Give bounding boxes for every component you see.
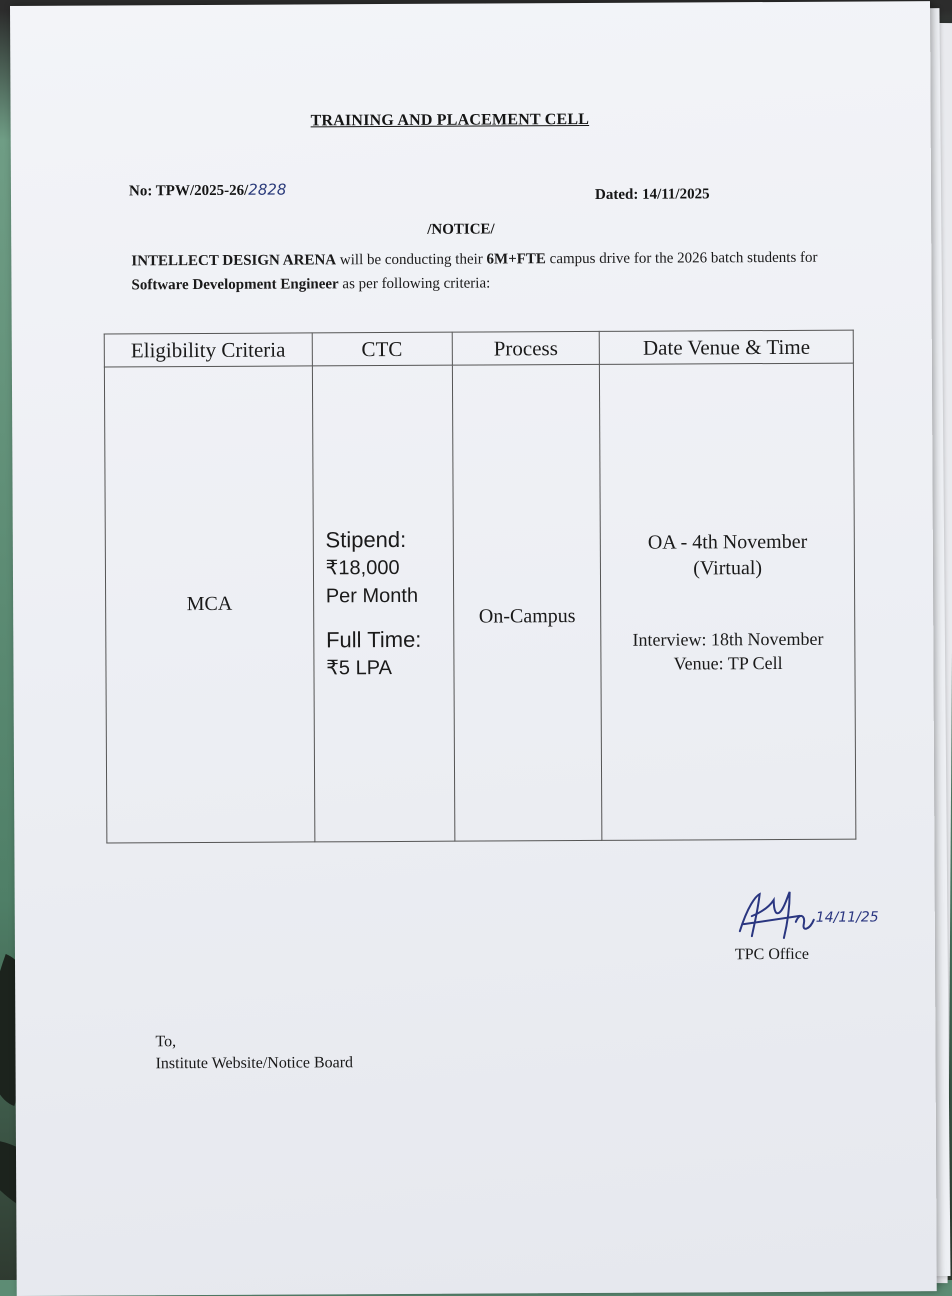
oa-mode: (Virtual) <box>693 556 763 579</box>
company-name: INTELLECT DESIGN ARENA <box>131 252 337 270</box>
role-name: Software Development Engineer <box>131 276 339 294</box>
to-label: To, <box>155 1033 177 1051</box>
table-row <box>104 363 855 843</box>
column-header: Date Venue & Time <box>600 330 854 364</box>
schedule-cell <box>600 363 856 840</box>
signature-date: 14/11/25 <box>815 909 879 926</box>
document-date: Dated: 14/11/2025 <box>594 186 710 203</box>
reference-handwritten: 2828 <box>248 180 287 199</box>
process-value: On-Campus <box>478 605 576 628</box>
reference-prefix: No: TPW/2025-26/ <box>128 182 249 200</box>
signatory-name: TPC Office <box>734 945 809 964</box>
interview-date: Interview: 18th November <box>632 628 824 650</box>
eligibility-cell: MCA <box>104 366 314 843</box>
handwritten-signature <box>730 885 880 946</box>
stipend-value: ₹18,000 <box>325 556 400 579</box>
notice-title: /NOTICE/ <box>427 221 495 238</box>
interview-venue: Venue: TP Cell <box>673 652 783 674</box>
recipient-block <box>155 1030 353 1075</box>
notice-document <box>10 1 937 1296</box>
process-cell <box>452 364 602 841</box>
oa-date: OA - 4th November <box>647 530 808 554</box>
intro-text: as per following criteria: <box>338 275 491 293</box>
stipend-label: Stipend: <box>325 526 407 552</box>
notice-intro <box>131 246 831 298</box>
recipient-name: Institute Website/Notice Board <box>155 1054 354 1073</box>
ctc-cell <box>312 365 454 842</box>
intro-text: campus drive for the 2026 batch students for <box>545 249 818 268</box>
table-header-row <box>104 330 853 367</box>
document-heading: TRAINING AND PLACEMENT CELL <box>310 110 590 130</box>
drive-type: 6M+FTE <box>486 251 546 268</box>
column-header: Eligibility Criteria <box>104 333 312 367</box>
reference-number <box>129 181 287 201</box>
criteria-table <box>104 330 857 844</box>
fulltime-value: ₹5 LPA <box>326 656 392 679</box>
stipend-period: Per Month <box>325 584 419 607</box>
column-header: Process <box>452 331 600 365</box>
column-header: CTC <box>312 332 452 366</box>
intro-text: will be conducting their <box>336 251 487 269</box>
fulltime-label: Full Time: <box>325 626 422 652</box>
